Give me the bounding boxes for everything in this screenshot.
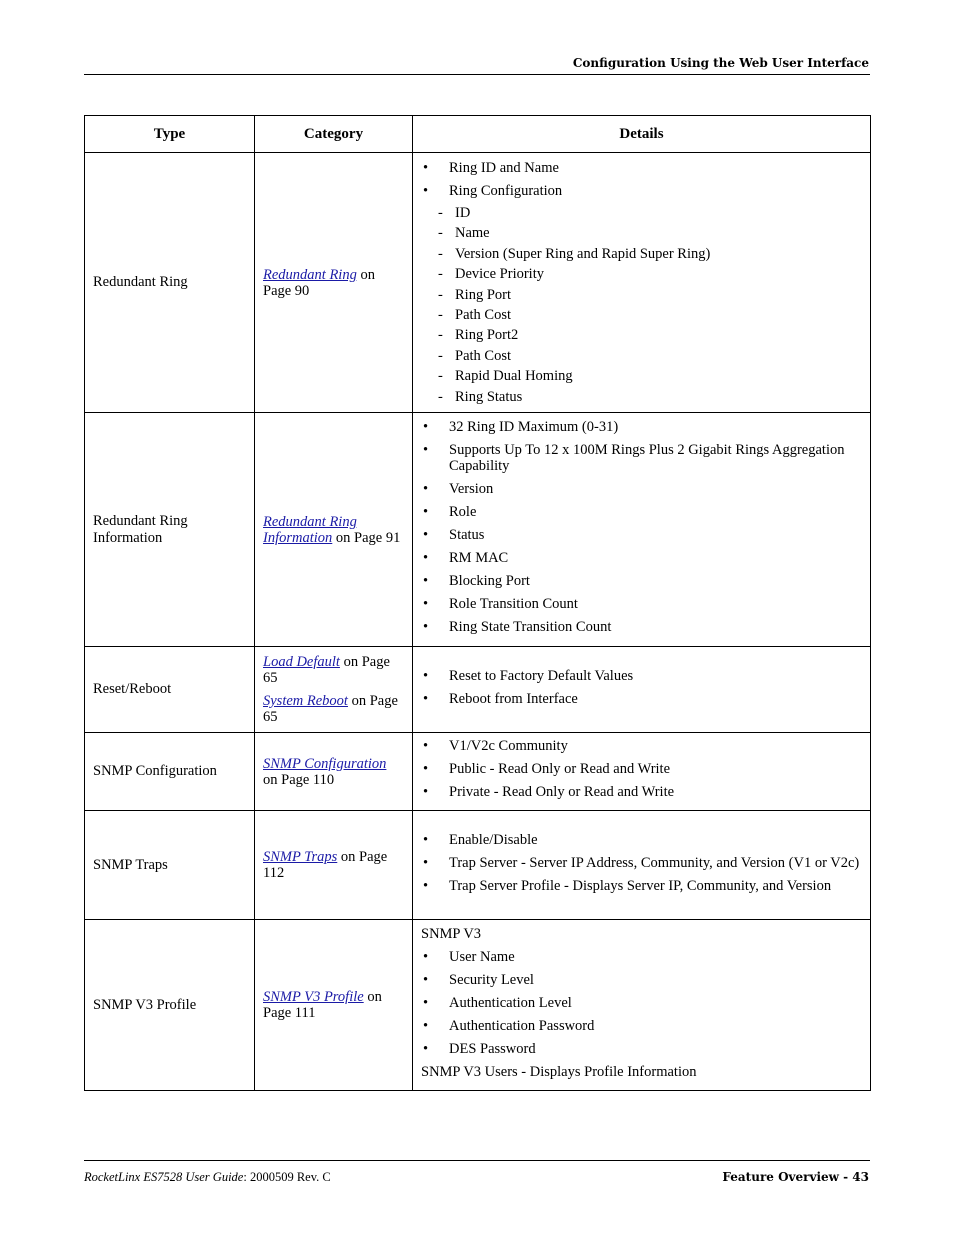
footer-page-number: Feature Overview - 43 <box>722 1170 869 1184</box>
footer-product: RocketLinx ES7528 User Guide <box>84 1170 244 1184</box>
list-item: • Trap Server Profile - Displays Server IP, Community, and Version <box>421 878 862 894</box>
category-link[interactable]: Redundant Ring <box>263 266 357 283</box>
list-item: • Reboot from Interface <box>421 691 862 707</box>
list-item: • Private - Read Only or Read and Write <box>421 784 862 800</box>
row-category <box>255 733 413 811</box>
footer-doc-info <box>84 1170 331 1185</box>
list-item: • Reset to Factory Default Values <box>421 668 862 684</box>
details-intro: SNMP V3 <box>421 925 482 942</box>
list-item: • User Name <box>421 949 862 965</box>
list-item: • Status <box>421 527 862 543</box>
table-row <box>85 647 871 733</box>
row-type: SNMP Configuration <box>85 733 255 811</box>
sub-list-item: - Ring Port2 <box>421 325 862 345</box>
row-details <box>413 647 871 733</box>
row-details <box>413 920 871 1091</box>
list-item: • Ring Configuration <box>421 183 862 199</box>
running-header: Configuration Using the Web User Interface <box>572 56 869 70</box>
sub-list-item: - ID <box>421 203 862 223</box>
row-details <box>413 153 871 413</box>
sub-list-item: - Device Priority <box>421 264 862 284</box>
row-category <box>255 920 413 1091</box>
list-item: • DES Password <box>421 1041 862 1057</box>
page-ref: on Page 112 <box>263 849 388 881</box>
list-item: • Version <box>421 481 862 497</box>
sub-list-item: - Ring Status <box>421 387 862 407</box>
list-item: • Authentication Password <box>421 1018 862 1034</box>
row-category <box>255 811 413 920</box>
table-row <box>85 413 871 647</box>
header-details: Details <box>413 116 871 153</box>
header-category: Category <box>255 116 413 153</box>
list-item: • Role <box>421 504 862 520</box>
footer-rule <box>84 1160 870 1161</box>
sub-list-item: - Path Cost <box>421 305 862 325</box>
row-category <box>255 413 413 647</box>
sub-list-item: - Ring Port <box>421 285 862 305</box>
row-type: SNMP Traps <box>85 811 255 920</box>
category-link[interactable]: System Reboot <box>263 693 348 709</box>
list-item: • V1/V2c Community <box>421 738 862 754</box>
page-ref: on Page 111 <box>263 989 382 1021</box>
category-link[interactable]: SNMP Configuration <box>263 755 387 772</box>
header-type: Type <box>85 116 255 153</box>
page-ref: on Page 90 <box>263 266 375 299</box>
row-type: Redundant Ring Information <box>85 413 255 647</box>
table-row <box>85 153 871 413</box>
list-item: • Public - Read Only or Read and Write <box>421 761 862 777</box>
table-row <box>85 733 871 811</box>
page-ref: on Page 110 <box>263 771 335 788</box>
list-item: • RM MAC <box>421 550 862 566</box>
table-header-row <box>85 116 871 153</box>
category-link[interactable]: SNMP Traps <box>263 849 338 865</box>
details-outro: SNMP V3 Users - Displays Profile Information <box>421 1063 697 1080</box>
row-category <box>255 647 413 733</box>
list-item: • Supports Up To 12 x 100M Rings Plus 2 Gigabit Rings Aggregation Capability <box>421 442 862 474</box>
page-ref: on Page 65 <box>263 693 398 725</box>
feature-table <box>84 115 871 1091</box>
list-item: • Enable/Disable <box>421 832 862 848</box>
header-rule <box>84 74 870 75</box>
list-item: • 32 Ring ID Maximum (0-31) <box>421 419 862 435</box>
page-ref: on Page 65 <box>263 654 390 686</box>
sub-list-item: - Name <box>421 223 862 243</box>
list-item: • Role Transition Count <box>421 596 862 612</box>
list-item: • Ring ID and Name <box>421 160 862 176</box>
row-details <box>413 413 871 647</box>
row-details <box>413 733 871 811</box>
sub-list-item: - Version (Super Ring and Rapid Super Ring) <box>421 244 862 264</box>
row-type: Reset/Reboot <box>85 647 255 733</box>
row-details <box>413 811 871 920</box>
category-link[interactable]: SNMP V3 Profile <box>263 989 364 1005</box>
category-link[interactable]: Load Default <box>263 654 340 670</box>
list-item: • Ring State Transition Count <box>421 619 862 635</box>
row-category <box>255 153 413 413</box>
table-row <box>85 920 871 1091</box>
list-item: • Trap Server - Server IP Address, Community, and Version (V1 or V2c) <box>421 855 862 871</box>
row-type: Redundant Ring <box>85 153 255 413</box>
footer-doc-number: : 2000509 Rev. C <box>243 1170 331 1184</box>
sub-list-item: - Path Cost <box>421 346 862 366</box>
table-row <box>85 811 871 920</box>
list-item: • Authentication Level <box>421 995 862 1011</box>
page-ref: on Page 91 <box>332 529 401 546</box>
list-item: • Security Level <box>421 972 862 988</box>
row-type: SNMP V3 Profile <box>85 920 255 1091</box>
list-item: • Blocking Port <box>421 573 862 589</box>
sub-list-item: - Rapid Dual Homing <box>421 366 862 386</box>
category-link[interactable]: Redundant Ring Information <box>263 513 357 546</box>
